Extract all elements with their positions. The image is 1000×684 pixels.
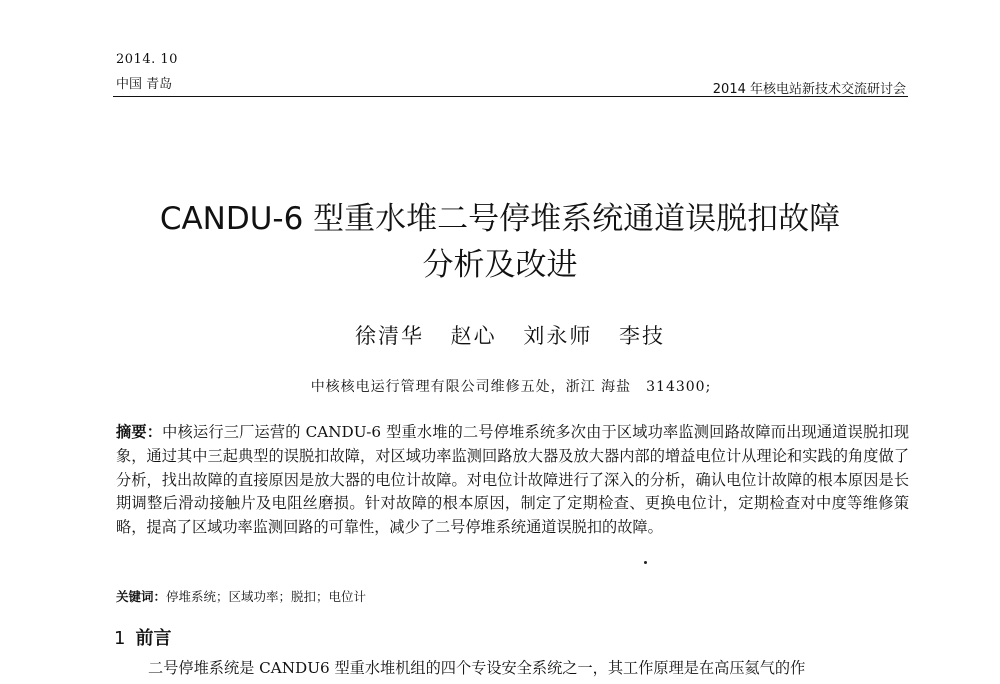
keywords-text: 停堆系统；区域功率；脱扣；电位计	[166, 589, 367, 604]
keywords	[116, 587, 366, 605]
header-conference: 2014 年核电站新技术交流研讨会	[712, 82, 906, 97]
section-title: 前言	[135, 628, 172, 649]
abstract	[116, 421, 909, 540]
paper-title	[100, 196, 900, 288]
scan-speck	[644, 561, 647, 564]
header-place: 中国 青岛	[116, 77, 173, 92]
body-paragraph: 二号停堆系统是 CANDU6 型重水堆机组的四个专设安全系统之一，其工作原理是在高压氦气的作	[148, 659, 806, 677]
authors: 徐清华 赵心 刘永师 李技	[354, 324, 666, 348]
keywords-label: 关键词：	[116, 589, 167, 604]
section-number: 1	[114, 628, 126, 649]
header-rule	[113, 96, 908, 97]
section-heading	[114, 624, 171, 650]
abstract-label: 摘要：	[116, 423, 163, 441]
abstract-text: 中核运行三厂运营的 CANDU-6 型重水堆的二号停堆系统多次由于区域功率监测回路故障而出现通道误脱扣现象，通过其中三起典型的误脱扣故障，对区域功率监测回路放大器及放大器内部的增益电位计从理论和实践的角度做了分析，找出故障的直接原因是放大器的电位计故障。对电位计故障进行了深入的分析，确认电位计故障的根本原因是长期调整后滑动接触片及电阻丝磨损。针对故障的根本原因，制定了定期检查、更换电位计，定期检查对中度等维修策略，提高了区域功率监测回路的可靠性，减少了二号停堆系统通道误脱扣的故障。	[116, 423, 910, 537]
title-line-1: CANDU-6 型重水堆二号停堆系统通道误脱扣故障	[159, 201, 841, 237]
title-line-2: 分析及改进	[422, 247, 578, 283]
header-date: 2014. 10	[116, 52, 178, 67]
affiliation: 中核核电运行管理有限公司维修五处，浙江 海盐 314300;	[310, 379, 712, 395]
